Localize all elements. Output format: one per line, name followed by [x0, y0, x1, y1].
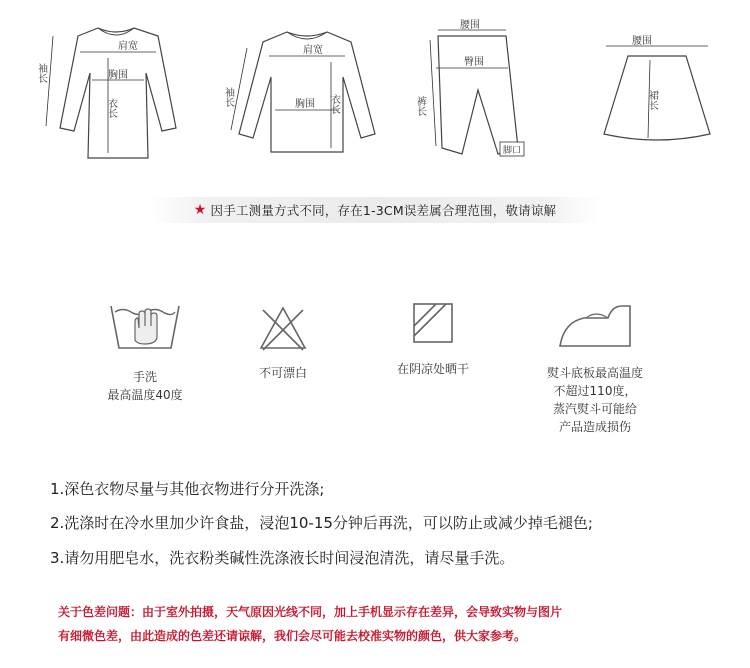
hand-wash-icon — [105, 298, 185, 352]
shoulder-label: 肩宽 — [118, 41, 138, 52]
pants-measure-diagram — [408, 18, 533, 166]
hem-label: 脚口 — [503, 146, 522, 156]
star-icon: ★ — [193, 202, 207, 218]
care-hand-wash — [85, 298, 205, 404]
shade-dry-icon — [412, 302, 454, 344]
waist-label: 腰围 — [632, 36, 652, 47]
color-difference-note — [58, 600, 718, 648]
care-line: 熨斗底板最高温度 — [546, 366, 643, 380]
care-iron — [525, 300, 665, 436]
footer-line-2: 有细微色差，由此造成的色差还请谅解，我们会尽可能去校准实物的颜色，供大家参考。 — [58, 629, 527, 643]
waist-label: 腰围 — [460, 20, 480, 31]
care-shade-dry — [378, 302, 488, 378]
care-line: 蒸汽熨斗可能给 — [552, 402, 637, 416]
footer-line-1: 关于色差问题：由于室外拍摄，天气原因光线不同，加上手机显示存在差异，会导致实物与图片 — [58, 605, 563, 619]
top-measure-diagram-2 — [222, 22, 390, 162]
care-line: 手洗 — [132, 370, 157, 384]
care-line: 不超过110度， — [553, 384, 637, 398]
care-line: 在阴凉处晒干 — [396, 362, 469, 376]
care-line: 不可漂白 — [258, 366, 307, 380]
shoulder-label: 肩宽 — [303, 45, 323, 56]
chest-label: 胸围 — [295, 99, 315, 110]
wash-tip-3: 3.请勿用肥皂水，洗衣粉类碱性洗涤液长时间浸泡清洗，请尽量手洗。 — [50, 549, 515, 567]
no-bleach-icon — [255, 300, 311, 354]
sleeve-label: 袖长 — [35, 63, 47, 83]
care-no-bleach — [228, 300, 338, 382]
length-label: 衣长 — [105, 98, 117, 118]
care-line: 最高温度40度 — [107, 388, 183, 402]
pants-length-label: 裤长 — [414, 96, 426, 116]
wash-tip-1: 1.深色衣物尽量与其他衣物进行分开洗涤; — [50, 480, 325, 498]
sleeve-label: 袖长 — [222, 87, 234, 107]
hip-label: 臀围 — [464, 57, 484, 68]
notice-text: 因手工测量方式不同，存在1-3CM误差属合理范围，敬请谅解 — [210, 203, 557, 218]
top-measure-diagram-1 — [35, 18, 188, 163]
skirt-length-label: 裙长 — [646, 90, 658, 110]
chest-label: 胸围 — [108, 70, 128, 81]
iron-icon — [556, 300, 634, 350]
skirt-measure-diagram — [592, 34, 722, 146]
care-line: 产品造成损伤 — [558, 420, 631, 434]
length-label: 衣长 — [328, 94, 340, 114]
wash-tip-2: 2.洗涤时在冷水里加少许食盐，浸泡10-15分钟后再洗，可以防止或减少掉毛褪色; — [50, 514, 593, 532]
measurement-notice — [150, 197, 600, 223]
